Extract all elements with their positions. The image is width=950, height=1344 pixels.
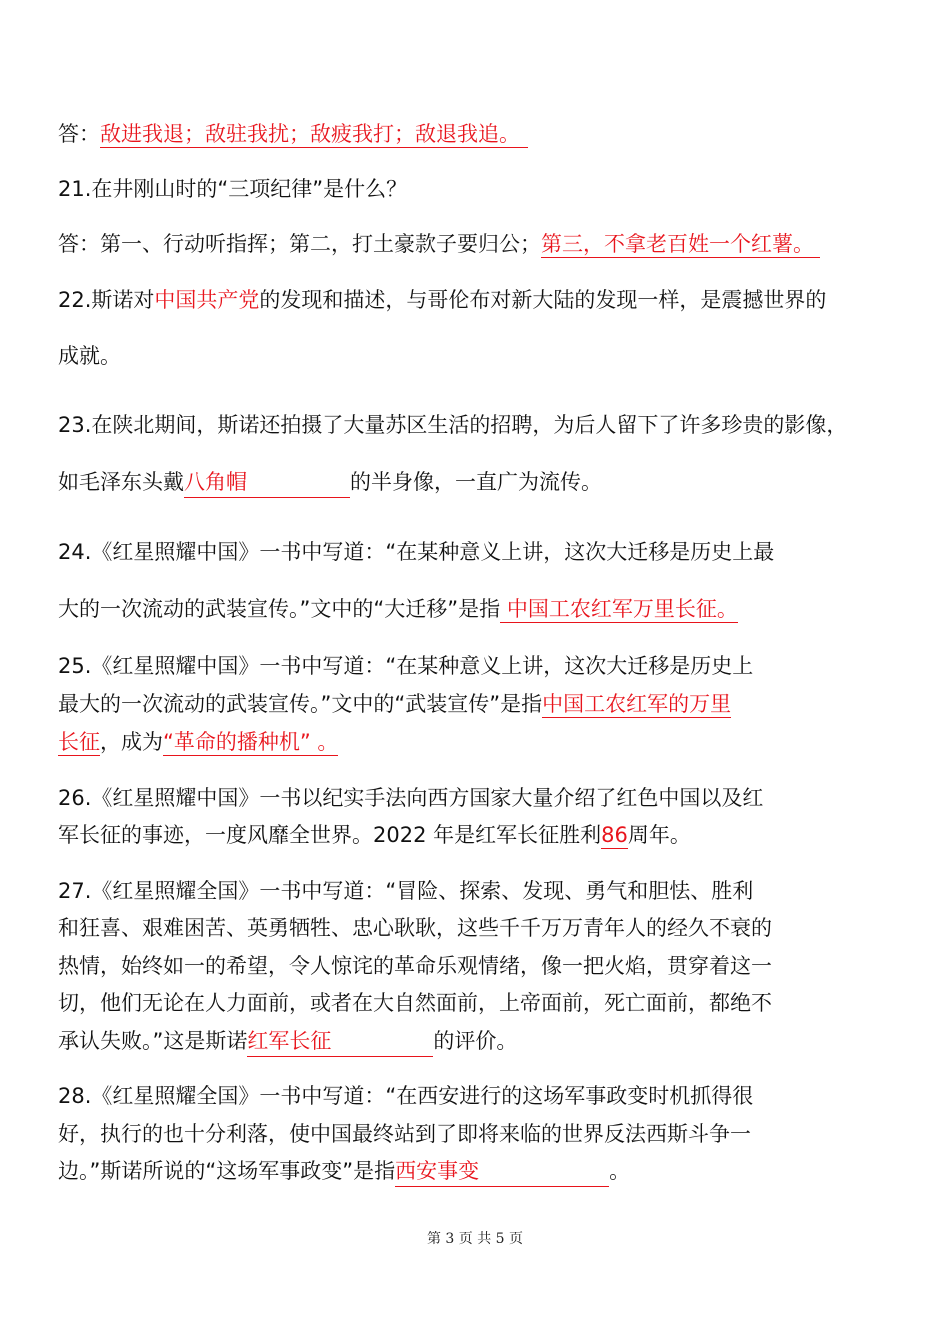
question-25-cont2: 长征，成为“革命的播种机” 。 (58, 730, 339, 754)
page-number: 第 3 页 共 5 页 (426, 1231, 524, 1247)
question-27: 27.《红星照耀全国》一书中写道：“冒险、探索、发现、勇气和胆怯、胜利 (58, 879, 754, 903)
question-26: 26.《红星照耀中国》一书以纪实手法向西方国家大量介绍了红色中国以及红 (58, 786, 764, 810)
question-23-cont: 如毛泽东头戴八角帽 的半身像，一直广为流传。 (58, 468, 602, 498)
answer-text: “革命的播种机” 。 (163, 730, 339, 754)
question-24: 24.《红星照耀中国》一书中写道：“在某种意义上讲，这次大迁移是历史上最 (58, 540, 775, 564)
question-23: 23.在陕北期间，斯诺还拍摄了大量苏区生活的招聘，为后人留下了许多珍贵的影像， (58, 413, 848, 437)
answer-blank: 西安事变 (395, 1157, 609, 1187)
question-27-cont4: 承认失败。”这是斯诺红军长征 的评价。 (58, 1027, 517, 1057)
question-27-cont3: 切，他们无论在人力面前，或者在大自然面前，上帝面前，死亡面前，都绝不 (58, 991, 772, 1015)
question-27-cont: 和狂喜、艰难困苦、英勇牺牲、忠心耿耿，这些千千万万青年人的经久不衰的 (58, 916, 772, 940)
answer-text: 第三，不拿老百姓一个红薯。 (541, 232, 820, 258)
line-1: 答：敌进我退；敌驻我扰；敌疲我打；敌退我追。 (58, 120, 528, 148)
question-21: 21.在井刚山时的“三项纪律”是什么？ (58, 177, 408, 201)
answer-text: 敌进我退；敌驻我扰；敌疲我打；敌退我追。 (100, 122, 528, 148)
question-26-cont: 军长征的事迹，一度风靡全世界。2022 年是红军长征胜利86周年。 (58, 823, 691, 847)
answer-blank: 红军长征 (247, 1027, 433, 1057)
answer-text: 中国工农红军的万里 (542, 692, 732, 716)
answer-text: 长征 (58, 730, 100, 754)
answer-blank: 八角帽 (184, 468, 350, 498)
question-22-cont: 成就。 (58, 344, 121, 368)
question-27-cont2: 热情，始终如一的希望，令人惊诧的革命乐观情绪，像一把火焰，贯穿着这一 (58, 954, 772, 978)
question-28-cont2: 边。”斯诺所说的“这场军事政变”是指西安事变 。 (58, 1157, 630, 1187)
question-25-cont: 最大的一次流动的武装宣传。”文中的“武装宣传”是指中国工农红军的万里 (58, 692, 732, 716)
question-25: 25.《红星照耀中国》一书中写道：“在某种意义上讲，这次大迁移是历史上 (58, 654, 754, 678)
question-28-cont: 好，执行的也十分利落，使中国最终站到了即将来临的世界反法西斯斗争一 (58, 1122, 751, 1146)
answer-blank: 中国工农红军万里长征。 (500, 597, 738, 621)
question-28: 28.《红星照耀全国》一书中写道：“在西安进行的这场军事政变时机抓得很 (58, 1084, 754, 1108)
question-22: 22.斯诺对中国共产党的发现和描述，与哥伦布对新大陆的发现一样，是震撼世界的 (58, 288, 827, 312)
answer-text: 中国共产党 (154, 288, 260, 312)
answer-21: 答：第一、行动听指挥；第二，打土豪款子要归公；第三，不拿老百姓一个红薯。 (58, 230, 820, 258)
question-24-cont: 大的一次流动的武装宣传。”文中的“大迁移”是指 中国工农红军万里长征。 (58, 597, 738, 621)
answer-text: 86 (601, 823, 628, 847)
